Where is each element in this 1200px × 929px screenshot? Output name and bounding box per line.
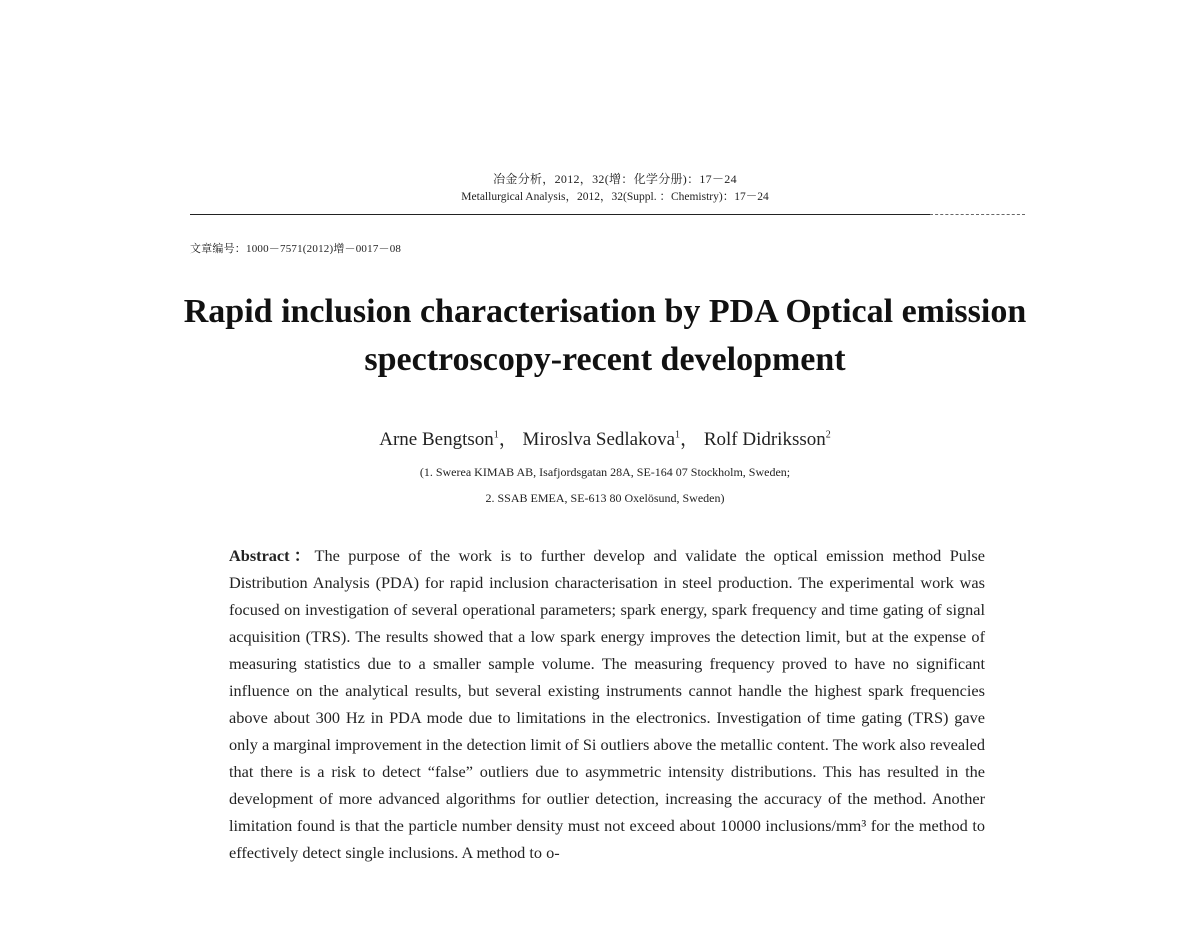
header-divider-tail (930, 214, 1025, 215)
affiliation-line: 2. SSAB EMEA, SE-613 80 Oxelösund, Sweden) (485, 491, 725, 505)
abstract-text: The purpose of the work is to further develop and validate the optical emission method Pulse Distribution Analysis (PDA) for rapid inclusion characterisation in steel production. The experimental work was focused on investigation of several operational parameters; spark energy, spark frequency and time gating of signal acquisition (TRS). The results showed that a low spark energy improves the detection limit, but at the expense of measuring statistics due to a smaller sample volume. The measuring frequency proved to have no significant influence on the analytical results, but several existing instruments cannot handle the highest spark frequencies above about 300 Hz in PDA mode due to limitations in the electronics. Investigation of time gating (TRS) gave only a marginal improvement in the detection limit of Si outliers above the metallic content. The work also revealed that there is a risk to detect “false” outliers due to asymmetric intensity distributions. This has resulted in the development of more advanced algorithms for outlier detection, increasing the accuracy of the method. Another limitation found is that the particle number density must not exceed about 10000 inclusions/mm³ for the method to effectively detect single inclusions. A method to o- (229, 546, 985, 862)
abstract-label: Abstract： (229, 546, 315, 565)
article-number: 文章编号：1000－7571(2012)增－0017－08 (190, 243, 402, 255)
author-affiliation-mark: 1 (675, 429, 681, 441)
journal-header (190, 170, 1020, 206)
header-divider (190, 214, 1020, 215)
affiliations (200, 459, 1010, 511)
author-name: Miroslva Sedlakova (522, 429, 676, 450)
journal-citation-english: Metallurgical Analysis，2012，32(Suppl. ：Chemistry)：17－24 (461, 191, 769, 203)
author-list (200, 425, 1010, 455)
author-name: Arne Bengtson (379, 429, 494, 450)
author-affiliation-mark: 2 (825, 429, 831, 441)
paper-title: Rapid inclusion characterisation by PDA Optical emission spectroscopy-recent development (183, 293, 1027, 378)
abstract (229, 542, 985, 866)
affiliation-line: (1. Swerea KIMAB AB, Isafjordsgatan 28A, SE-164 07 Stockholm, Sweden; (419, 465, 791, 479)
author-separator: ， (680, 429, 700, 450)
author-affiliation-mark: 1 (493, 429, 499, 441)
journal-citation-chinese: 冶金分析，2012，32(增：化学分册)：17－24 (493, 172, 737, 186)
author-separator: ， (498, 429, 518, 450)
author-name: Rolf Didriksson (703, 429, 826, 450)
